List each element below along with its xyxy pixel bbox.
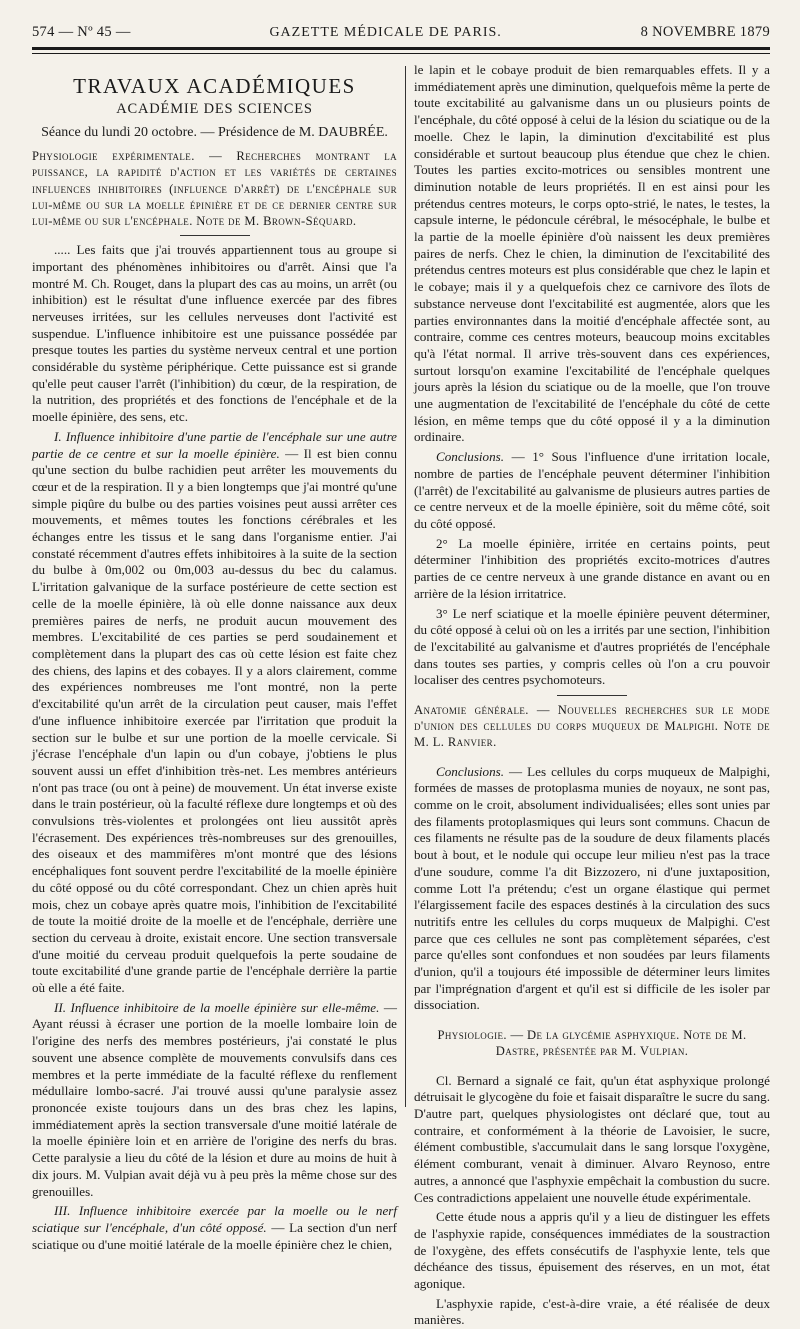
header-rule-thin (32, 53, 770, 54)
conclusion-1-text: — 1° Sous l'influence d'une irritation locale, nombre de parties de l'encéphale peuvent déterminer l'inhibition (l'arrêt) de l'excitabilité au galvanisme de plusieurs autres parties de ce centre nerveux et de la moelle épinière, soit du même côté, soit du côté opposé. (414, 449, 770, 531)
physiologie-paragraph-1: Cl. Bernard a signalé ce fait, qu'un état asphyxique prolongé détruisait le glycogène du foie et faisait disparaître le sucre du sang. D'autre part, quelques physiologistes ont déclaré que, tout au contraire, et conformément à la théorie de Lavoisier, le sucre, élément combustible, s'accumulait dans le sang lorsque l'oxygène, élément comburant, venait à diminuer. Alvaro Reynoso, entre autres, a annoncé que l'asphyxie empêchait la combustion du sucre. Ces contradictions appelaient une nouvelle étude expérimentale. (414, 1072, 770, 1205)
section-3-title: III. Influence inhibitoire exercée par la moelle ou le nerf sciatique sur l'encéphale, d'un côté opposé. (32, 1203, 397, 1235)
physiologie-paragraph-3: L'asphyxie rapide, c'est-à-dire vraie, a été réalisée de deux manières. (414, 1295, 770, 1328)
article-heading: Physiologie expérimentale. — Recherches montrant la puissance, la rapidité d'action et les variétés de certaines influences inhibitoires (influence d'arrêt) de l'encéphale sur lui-même ou sur la moelle épinière et de ce dernier centre sur lui-même ou sur l'encéphale. Note de M. Brown-Séquard. (32, 149, 397, 228)
left-column (32, 62, 398, 1252)
page-number: 574 — Nº 45 — (32, 24, 131, 40)
anatomie-conclusions-text: — Les cellules du corps muqueux de Malpighi, formées de masses de protoplasma munies de noyaux, ne sont pas, comme on le croit, absolument individualisées; elles sont unies par des filaments protoplasmiques qui leurs sont communs. Chacun de ces filaments ne résulte pas de la soudure de deux filaments placés bout à bout, et le nodule qui occupe leur milieu n'est pas la trace d'une soudure, comme l'a dit Bizzozero, ni d'une juxtaposition, comme Lott l'a prétendu; c'est un organe élastique qui permet l'élargissement facile des espaces destinés à la circulation des sucs nutritifs entre les cellules du corps muqueux de Malpighi. C'est parce que ces cellules ne sont pas complètement séparées, c'est parce qu'elles sont confondues et non soudées par leurs filaments d'union, qu'il a toujours été impossible de déterminer leurs limites par l'imprégnation d'argent et qu'il est si difficile de les isoler par dissociation. (414, 763, 770, 1013)
conclusion-2: 2° La moelle épinière, irritée en certains points, peut déterminer l'inhibition des propriétés excito-motrices d'autres parties de ce centre nerveux à une grande distance en avant ou en arrière de la lésion irritatrice. (414, 535, 770, 601)
physiologie-paragraph-2: Cette étude nous a appris qu'il y a lieu de distinguer les effets de l'asphyxie rapide, conséquences immédiates de la soustraction de l'oxygène, des effets consécutifs de l'asphyxie lente, tels que déchéance des tissus, épuisement des réserves, en un mot, état agonique. (414, 1209, 770, 1292)
section-2-paragraph (32, 1000, 397, 1200)
section-3-paragraph (32, 1203, 397, 1253)
anatomie-conclusions (414, 764, 770, 1015)
spacer (414, 754, 770, 764)
section-1-paragraph (32, 429, 397, 997)
physiologie-heading: Physiologie. — De la glycémie asphyxique. Note de M. Dastre, présentée par M. Vulpian. (437, 1028, 747, 1059)
spacer (414, 1017, 770, 1027)
section-3-text: — La section d'un nerf sciatique ou d'une moitié latérale de la moelle épinière chez le chien, (32, 1219, 397, 1252)
academy-title: ACADÉMIE DES SCIENCES (116, 100, 313, 117)
right-column (414, 62, 770, 1328)
section-title: TRAVAUX ACADÉMIQUES (73, 74, 356, 98)
conclusion-1 (414, 449, 770, 533)
anatomie-heading: Anatomie générale. — Nouvelles recherches sur le mode d'union des cellules du corps muqueux de Malpighi. Note de M. L. Ranvier. (414, 703, 770, 750)
header-rule-thick (32, 47, 770, 50)
intro-paragraph: ..... Les faits que j'ai trouvés appartiennent tous au groupe si important des phénomènes inhibitoires ou d'arrêt. Ainsi que l'a montré M. Ch. Rouget, dans la plupart des cas au moins, un arrêt (ou inhibition) est le résultat d'une influence exercée par des fibres nerveuses irritées, sur les cellules nerveuses dont l'activité est suspendue. L'influence inhibitoire est une puissance possédée par presque toutes les parties du système nerveux central et une portion considérable du système périphérique. Cette puissance est si grande qu'elle peut causer l'arrêt (l'inhibition) du cœur, de la respiration, de la nutrition, des propriétés et des fonctions de l'encéphale et de la moelle épinière, des sens, etc. (32, 242, 397, 425)
separator (557, 695, 627, 696)
page-header (32, 24, 770, 46)
journal-title: GAZETTE MÉDICALE DE PARIS. (269, 25, 502, 40)
column-divider (405, 66, 406, 1107)
spacer (414, 1063, 770, 1073)
section-1-title: I. Influence inhibitoire d'une partie de l'encéphale sur une autre partie de ce centre et sur la moelle épinière. (32, 428, 397, 461)
conclusions-label: Conclusions. (436, 449, 505, 465)
separator (180, 235, 250, 236)
anatomie-conclusions-label: Conclusions. (436, 763, 505, 779)
issue-date: 8 NOVEMBRE 1879 (640, 24, 770, 40)
seance-line: Séance du lundi 20 octobre. — Présidence de M. DAUBRÉE. (41, 125, 388, 141)
conclusion-3: 3° Le nerf sciatique et la moelle épinière peuvent déterminer, du côté opposé à celui où on les a irrités par une section, l'inhibition de l'excitabilité au galvanisme et d'autres propriétés de l'encéphale dans toutes ses parties, y compris celles où l'on a cru pouvoir localiser des centres psychomoteurs. (414, 605, 770, 688)
section-2-title: II. Influence inhibitoire de la moelle épinière sur elle-même. (54, 999, 380, 1015)
continuation-paragraph: le lapin et le cobaye produit de bien remarquables effets. Il y a immédiatement après une diminution, quelquefois même la perte de toute excitabilité au galvanisme dans un ou plusieurs points de l'encéphale, du côté opposé à celui de la lésion du sciatique ou de la moelle. Chez le lapin, la diminution d'excitabilité est plus considérable et surtout beaucoup plus étendue que chez le chien. Toutes les parties excito-motrices ou sensibles montrent une diminution notable de leurs propriétés. Il en est ainsi pour les prétendus centres moteurs, le corps opto-strié, le nates, le testes, la capsule interne, le pédoncule cérébral, le mésocéphale, le bulbe et la partie de la moelle épinière d'où naissent les deux premières paires de nerfs. Chez le chien, la diminution de l'excitabilité des prétendus centres moteurs est plus considérable que chez le lapin et le cobaye; mais il y a quelquefois chez ce carnivore des îlots de substance nerveuse dont l'excitabilité est augmentée, alors que les parties environnantes dans la moitié d'encéphale affectée sont, au contraire, comme ces centres moteurs, beaucoup moins excitables qu'à l'état normal. Il arrive très-souvent dans ces expériences, surtout lorsqu'on examine l'excitabilité de l'encéphale quelques jours après la lésion du sciatique ou de la moelle, que l'on trouve une augmentation de l'excitabilité de l'encéphale du côté de cette lésion, en même temps que du côté opposé il y a la diminution ordinaire. (414, 62, 770, 445)
section-2-text: — Ayant réussi à écraser une portion de la moelle lombaire loin de l'origine des nerfs des membres postérieurs, j'ai constaté le plus souvent une absence complète de mouvements convulsifs dans ces membres et la perte immédiate de la faculté réflexe du renflement médullaire lombo-sacré. J'ai trouvé aussi qu'une paralysie assez prononcée existe toujours dans un des bras chez les lapins, immédiatement après la section transversale d'une moitié latérale de la moelle épinière loin et en arrière de l'origine des nerfs du bras. Cette paralysie a lieu du côté de la lésion et dure au moins de huit à dix jours. M. Vulpian avait déjà vu à peu près la même chose sur des grenouilles. (32, 999, 397, 1199)
section-1-text: — Il est bien connu qu'une section du bulbe rachidien peut arrêter les mouvements du cœur et de la respiration. Il y a bien longtemps que j'ai montré qu'une simple piqûre du bulbe ou des parties voisines peut aussi arrêter ces mouvements, et mêmes toutes les fonctions cérébrales et les échanges entre les tissus et le sang dans l'organisme entier. J'ai constaté récemment d'autres effets inhibitoires à la suite de la section du bulbe à 0m,002 ou 0m,003 au-dessus du bec du calamus. L'irritation galvanique de la surface postérieure de cette section est celle de la moelle épinière, là où elle donne naissance aux deux premières paires de nerfs, ne produit aucun mouvement des membres. L'excitabilité de ces parties se perd soudainement et complètement dans la plupart des cas où cette lésion est faite chez des chiens, des lapins et des cobayes. Il y a alors clairement, comme des expériences nombreuses me l'ont montré, non la perte d'excitabilité qu'un arrêt de la circulation peut causer, mais l'effet d'une influence inhibitoire exercée par l'irritation que produit la section sur le bulbe et sur une portion de la moelle cervicale. Si j'écrase l'encéphale d'un lapin ou d'un cobaye, j'obtiens le plus souvent aussi un effet d'inhibition très-net. Les membres antérieurs n'ont pas trace (ou ont à peine) de mouvement. Un état inverse existe dans le train postérieur, où la faculté réflexe dure longtemps et où des convulsions très-violentes et prolongées ont lieu aussitôt après l'écrasement. Des expériences très-nombreuses sur des grenouilles, des oiseaux et des mammifères m'ont montré que des lésions encéphaliques font souvent perdre l'excitabilité de la moelle épinière du côté opposé ou du côté correspondant. Chez un chien après huit mois, chez un cobaye après quatre mois, l'inhibition de l'excitabilité de toute la moitié droite de la moelle et de l'encéphale, derrière une section du cerveau à droite, existait encore. Une section transversale d'une moitié du cerveau produit quelquefois la perte soudaine de toute excitabilité d'une grande partie de l'encéphale derrière la partie où elle a été faite. (32, 445, 398, 996)
